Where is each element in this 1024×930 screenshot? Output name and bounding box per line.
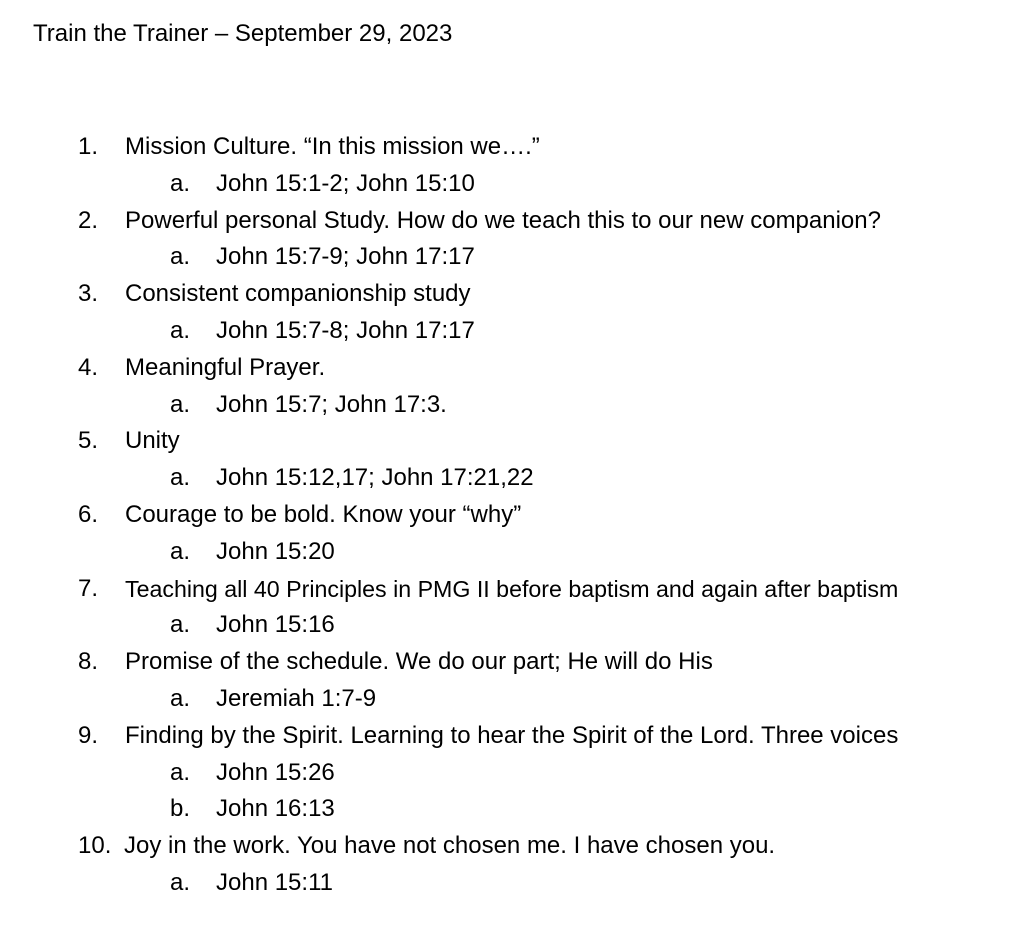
sub-list-item — [0, 239, 1024, 276]
list-item — [0, 828, 1024, 865]
scripture-reference: John 15:7; John 17:3. — [216, 390, 447, 418]
document-title: Train the Trainer – September 29, 2023 — [33, 20, 453, 47]
sub-item-letter: a. — [170, 316, 191, 344]
item-number: 1. — [78, 133, 99, 160]
scripture-reference: John 15:7-8; John 17:17 — [216, 316, 475, 344]
item-number: 10. — [78, 832, 112, 860]
scripture-reference: John 15:1-2; John 15:10 — [216, 169, 475, 197]
sub-item-letter: a. — [170, 243, 191, 271]
sub-item-letter: a. — [170, 390, 191, 418]
item-number: 7. — [78, 574, 99, 602]
item-number: 9. — [78, 721, 99, 749]
sub-item-letter: a. — [170, 611, 191, 639]
item-text: Teaching all 40 Principles in PMG II before baptism and again after baptism — [125, 575, 899, 602]
sub-list-item — [0, 166, 1024, 203]
item-text: Mission Culture. “In this mission we….” — [125, 133, 540, 160]
item-text: Unity — [125, 427, 180, 455]
sub-list-item — [0, 755, 1024, 792]
scripture-reference: John 15:20 — [216, 537, 335, 565]
item-number: 2. — [78, 206, 99, 234]
item-number: 6. — [78, 500, 99, 528]
list-item — [0, 129, 1024, 166]
sub-list-item — [0, 791, 1024, 828]
item-text: Meaningful Prayer. — [125, 353, 326, 381]
item-text: Finding by the Spirit. Learning to hear the Spirit of the Lord. Three voices — [125, 721, 899, 749]
numbered-outline — [0, 129, 1024, 902]
scripture-reference: John 15:16 — [216, 611, 335, 639]
sub-list-item — [0, 607, 1024, 644]
sub-item-letter: a. — [170, 758, 191, 786]
item-text: Joy in the work. You have not chosen me. I have chosen you. — [124, 832, 776, 860]
sub-item-letter: a. — [170, 537, 191, 565]
list-item — [0, 203, 1024, 240]
sub-list-item — [0, 865, 1024, 902]
sub-item-letter: a. — [170, 169, 191, 197]
sub-list-item — [0, 681, 1024, 718]
scripture-reference: John 15:26 — [216, 758, 335, 786]
scripture-reference: John 15:7-9; John 17:17 — [216, 243, 475, 271]
list-item — [0, 423, 1024, 460]
sub-item-letter: b. — [170, 795, 191, 823]
sub-item-letter: a. — [170, 868, 191, 896]
list-item — [0, 276, 1024, 313]
item-text: Powerful personal Study. How do we teach this to our new companion? — [125, 206, 881, 234]
scripture-reference: John 15:11 — [216, 868, 333, 896]
sub-item-letter: a. — [170, 684, 191, 712]
item-number: 8. — [78, 648, 99, 676]
sub-list-item — [0, 387, 1024, 424]
sub-list-item — [0, 313, 1024, 350]
scripture-reference: Jeremiah 1:7-9 — [216, 684, 377, 712]
list-item — [0, 644, 1024, 681]
list-item — [0, 718, 1024, 755]
scripture-reference: John 16:13 — [216, 795, 335, 823]
sub-list-item — [0, 534, 1024, 571]
sub-list-item — [0, 460, 1024, 497]
item-text: Consistent companionship study — [125, 280, 471, 308]
item-number: 4. — [78, 353, 99, 381]
scripture-reference: John 15:12,17; John 17:21,22 — [216, 464, 534, 492]
item-number: 5. — [78, 427, 99, 455]
list-item — [0, 350, 1024, 387]
list-item — [0, 497, 1024, 534]
list-item — [0, 571, 1024, 608]
item-text: Promise of the schedule. We do our part; He will do His — [125, 648, 713, 676]
item-number: 3. — [78, 280, 99, 308]
item-text: Courage to be bold. Know your “why” — [125, 500, 522, 528]
sub-item-letter: a. — [170, 464, 191, 492]
